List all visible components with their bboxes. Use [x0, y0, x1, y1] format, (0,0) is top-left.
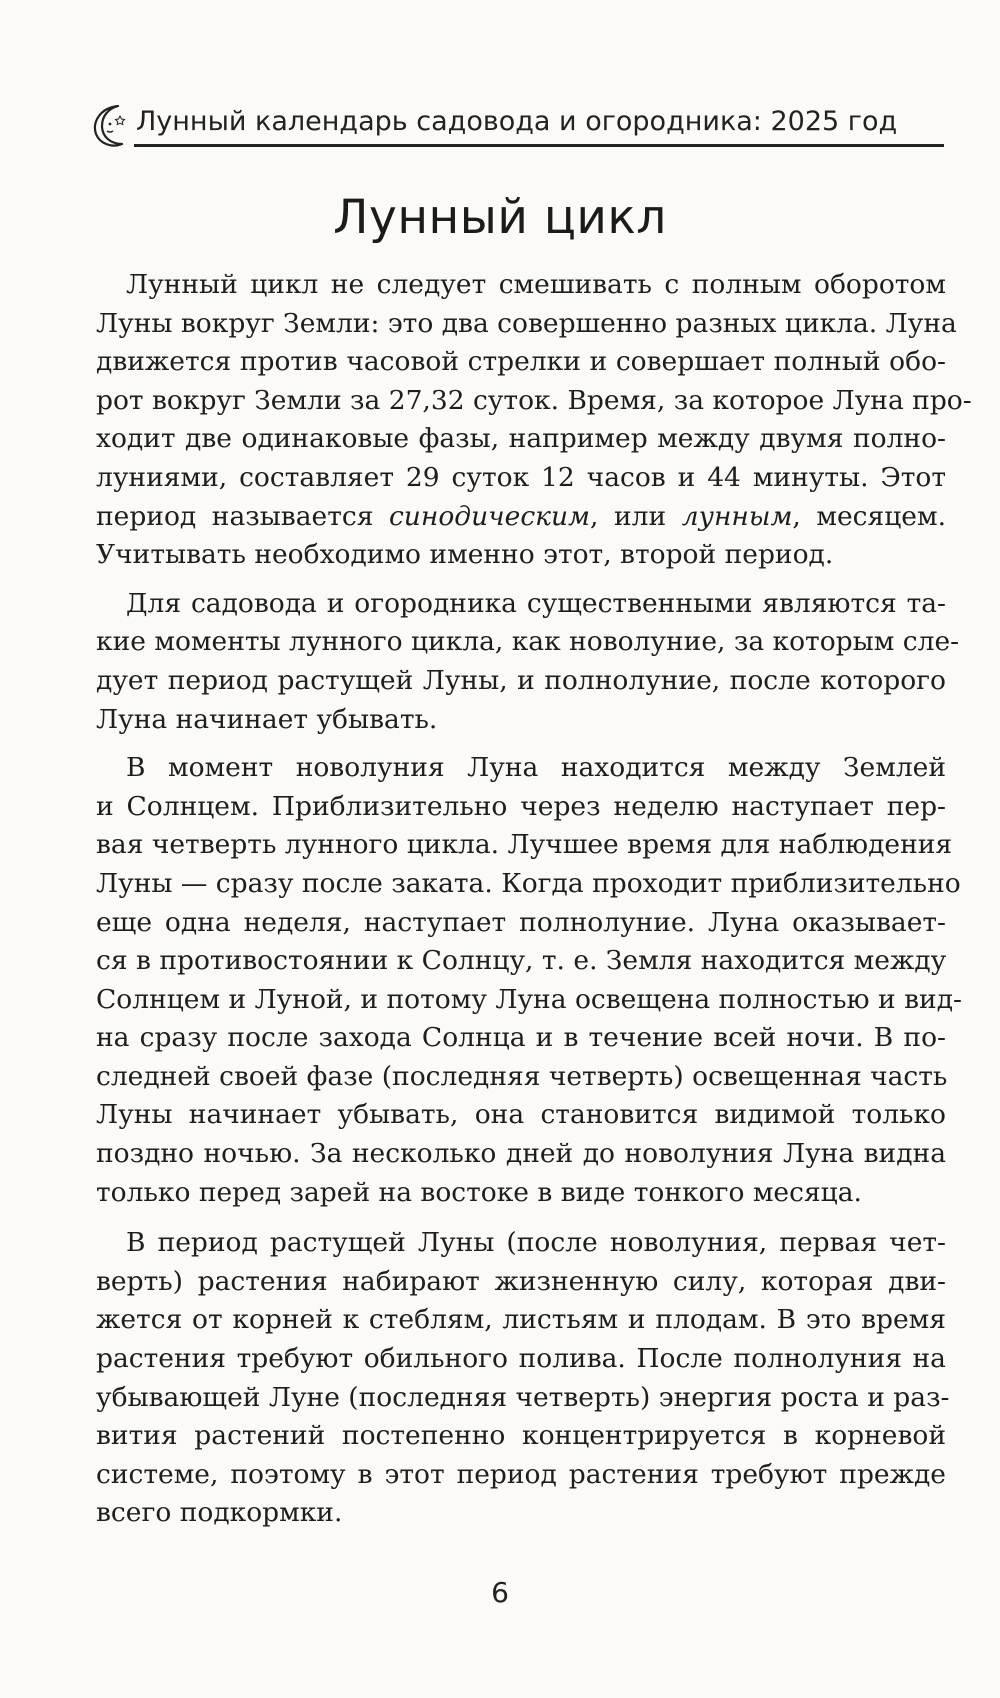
text-line: жется от корней к стеблям, листьям и плодам. В это время [96, 1304, 946, 1336]
text-line: В момент новолуния Луна находится между Землей [126, 752, 946, 784]
text-line: Луны начинает убывать, она становится видимой только [96, 1099, 946, 1131]
text-line: Учитывать необходимо именно этот, второй период. [96, 539, 834, 571]
text-line: Солнцем и Луной, и потому Луна освещена полностью и вид- [96, 983, 962, 1015]
text-line: Для садовода и огородника существенными являются та- [126, 587, 946, 619]
text-line: движется против часовой стрелки и совершает полный обо- [96, 346, 946, 378]
paragraph [96, 749, 962, 1212]
text-line: вая четверть лунного цикла. Лучшее время для наблюдения [96, 829, 953, 861]
page-number: 6 [491, 1576, 509, 1609]
running-title: Лунный календарь садовода и огородника: 2025 год [136, 106, 898, 137]
body-text [96, 266, 972, 1533]
text-line: вития растений постепенно концентрируется в корневой [96, 1420, 946, 1452]
text-line: луниями, составляет 29 суток 12 часов и 44 минуты. Этот [96, 461, 946, 493]
text-line: системе, поэтому в этот период растения требуют прежде [96, 1458, 946, 1490]
text-line: на сразу после захода Солнца и в течение всей ночи. В по- [96, 1022, 946, 1054]
text-line: Лунный цикл не следует смешивать с полным оборотом [126, 269, 946, 300]
text-line: верть) растения набирают жизненную силу, которая дви- [96, 1265, 946, 1297]
text-line: убывающей Луне (последняя четверть) энергия роста и раз- [96, 1381, 950, 1413]
header-rule [134, 144, 944, 147]
text-line: ся в противостоянии к Солнцу, т. е. Земля находится между [96, 945, 947, 977]
emphasis: лунным [681, 500, 793, 532]
paragraph [96, 266, 972, 575]
crescent-moon-icon [88, 102, 132, 150]
text-line: Луны — сразу после заката. Когда проходит приблизительно [96, 867, 961, 899]
text-line: ходит две одинаковые фазы, например между двумя полно- [96, 423, 946, 455]
chapter-title: Лунный цикл [333, 190, 667, 245]
text-line: растения требуют обильного полива. После полнолуния на [96, 1343, 946, 1375]
text-line: период называется синодическим, или лунным, месяцем. [96, 500, 947, 532]
text-line: рот вокруг Земли за 27,32 суток. Время, за которое Луна про- [96, 384, 972, 416]
text-line: В период растущей Луны (после новолуния, первая чет- [126, 1227, 946, 1259]
text-line: еще одна неделя, наступает полнолуние. Луна оказывает- [96, 906, 946, 938]
paragraph [96, 585, 960, 739]
text-line: поздно ночью. За несколько дней до новолуния Луна видна [96, 1138, 946, 1170]
text-line: и Солнцем. Приблизительно через неделю наступает пер- [96, 790, 946, 822]
text-line: Луна начинает убывать. [96, 703, 438, 735]
text-line: только перед зарей на востоке в виде тонкого месяца. [96, 1176, 862, 1208]
text-line: кие моменты лунного цикла, как новолуние, за которым сле- [96, 626, 960, 658]
text-line: дует период растущей Луны, и полнолуние, после которого [96, 664, 946, 696]
running-header [88, 100, 944, 152]
text-line: всего подкормки. [96, 1497, 343, 1529]
text-line: Луны вокруг Земли: это два совершенно разных цикла. Луна [96, 307, 957, 339]
text-line: следней своей фазе (последняя четверть) освещенная часть [96, 1060, 948, 1092]
emphasis: синодическим [388, 500, 591, 532]
paragraph [96, 1224, 950, 1533]
